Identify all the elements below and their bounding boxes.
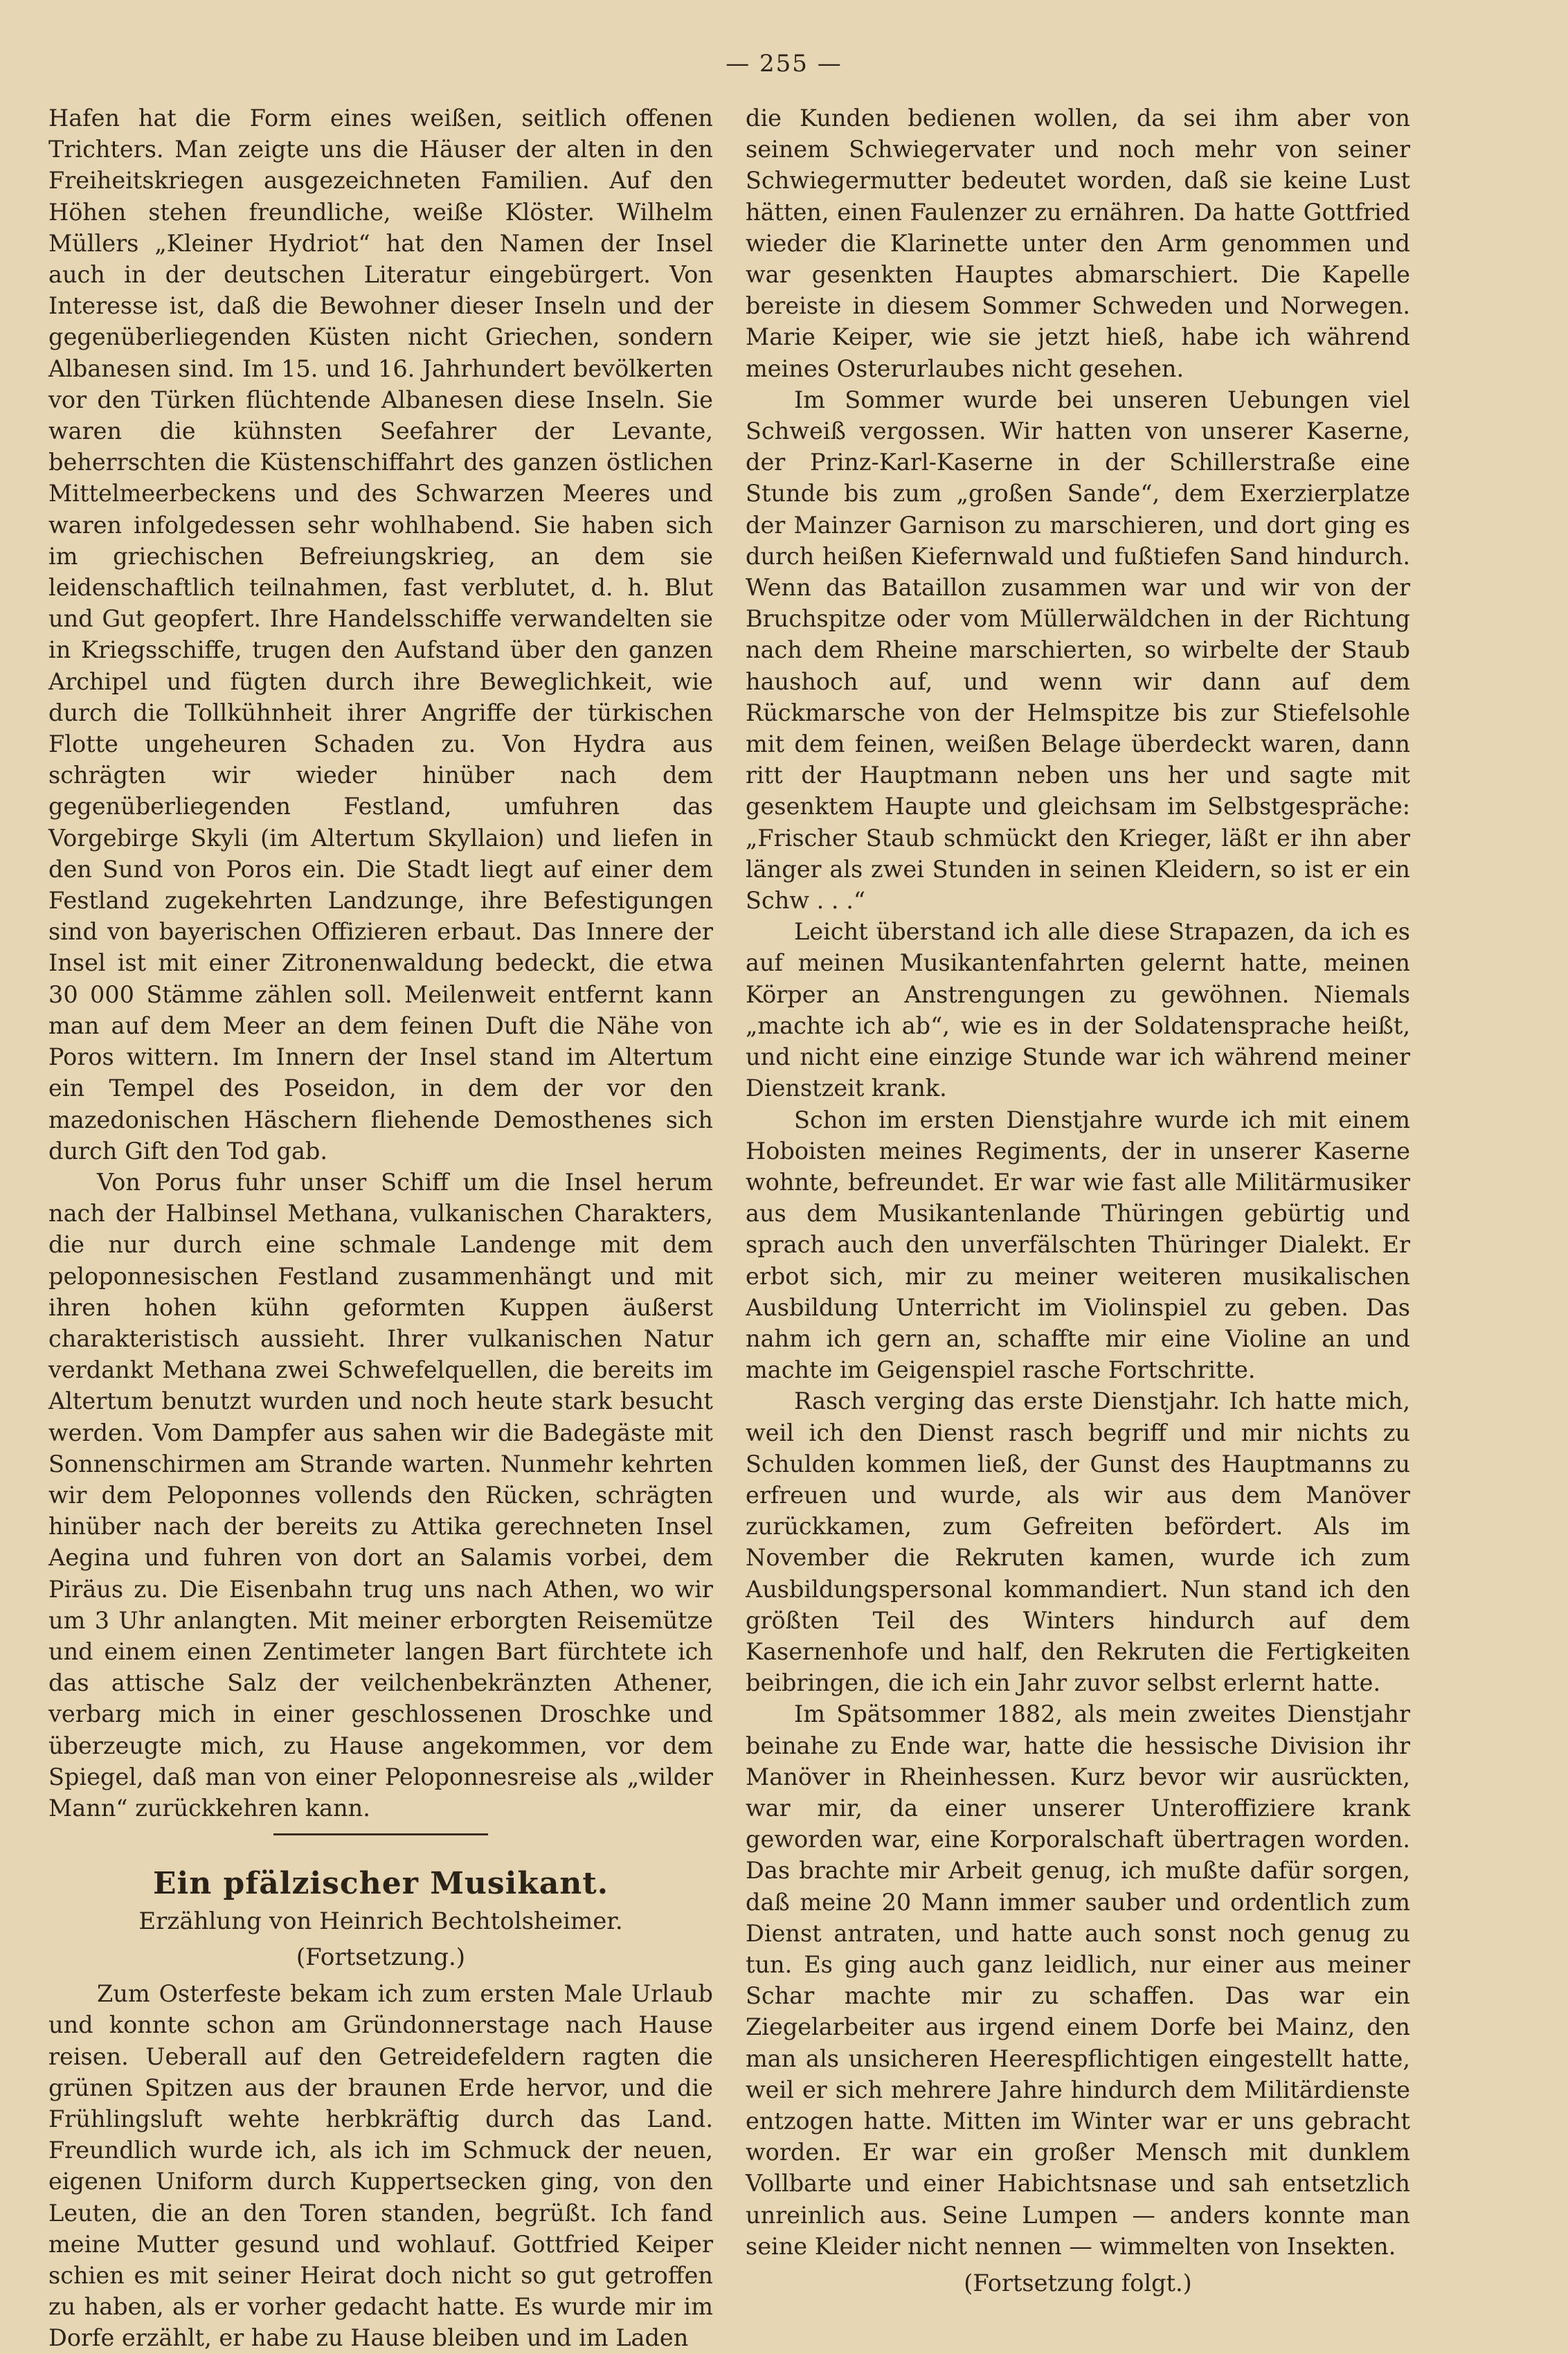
paragraph: Hafen hat die Form eines weißen, seitlich offenen Trichters. Man zeigte uns die Häuser der alten in den Freiheitskriegen ausgezeichneten Familien. Auf den Höhen stehen freundliche, weiße Klöster. Wilhelm Müllers „Kleiner Hydriot“ hat den Namen der Insel auch in der deutschen Literatur eingebürgert. Von Interesse ist, daß die Bewohner dieser Inseln und der gegenüberliegenden Küsten nicht Griechen, sondern Albanesen sind. Im 15. und 16. Jahrhundert bevölkerten vor den Türken flüchtende Albanesen diese Inseln. Sie waren die kühnsten Seefahrer der Levante, beherrschten die Küstenschiffahrt des ganzen östlichen Mittelmeerbeckens und des Schwarzen Meeres und waren infolgedessen sehr wohlhabend. Sie haben sich im griechischen Befreiungskrieg, an dem sie leidenschaftlich teilnahmen, fast verblutet, d. h. Blut und Gut geopfert. Ihre Handelsschiffe verwandelten sie in Kriegsschiffe, trugen den Aufstand über den ganzen Archipel und fügten durch ihre Beweglichkeit, wie durch die Tollkühnheit ihrer Angriffe der türkischen Flotte ungeheuren Schaden zu. Von Hydra aus schrägten wir wieder hinüber nach dem gegenüberliegenden Festland, umfuhren das Vorgebirge Skyli (im Altertum Skyllaion) und liefen in den Sund von Poros ein. Die Stadt liegt auf einer dem Festland zugekehrten Landzunge, ihre Befestigungen sind von bayerischen Offizieren erbaut. Das Innere der Insel ist mit einer Zitronenwaldung bedeckt, die etwa 30 000 Stämme zählen soll. Meilenweit entfernt kann man auf dem Meer an dem feinen Duft die Nähe von Poros wittern. Im Innern der Insel stand im Altertum ein Tempel des Poseidon, in dem der vor den mazedonischen Häschern fliehende Demosthenes sich durch Gift den Tod gab. — [48, 105, 713, 1165]
story-subtitle: Erzählung von Heinrich Bechtolsheimer. — [138, 1907, 623, 1936]
to-be-continued: (Fortsetzung folgt.) — [964, 2270, 1192, 2297]
paragraph: Rasch verging das erste Dienstjahr. Ich hatte mich, weil ich den Dienst rasch begriff und mir nichts zu Schulden kommen ließ, der Gunst des Hauptmanns zu erfreuen und wurde, als wir aus dem Manöver zurückkamen, zum Gefreiten befördert. Als im November die Rekruten kamen, wurde ich zum Ausbildungspersonal kommandiert. Nun stand ich den größten Teil des Winters hindurch auf dem Kasernenhofe und half, den Rekruten die Fertigkeiten beibringen, die ich ein Jahr zuvor selbst erlernt hatte. — [746, 1387, 1410, 1697]
left-column — [48, 102, 713, 2354]
paragraph: Im Spätsommer 1882, als mein zweites Dienstjahr beinahe zu Ende war, hatte die hessische Division ihr Manöver in Rheinhessen. Kurz bevor wir ausrückten, war mir, da einer unserer Unteroffiziere krank geworden war, eine Korporalschaft übertragen worden. Das brachte mir Arbeit genug, ich mußte dafür sorgen, daß meine 20 Mann immer sauber und ordentlich zum Dienst antraten, und hatte auch sonst noch genug zu tun. Es ging auch ganz leidlich, nur einer aus meiner Schar machte mir zu schaffen. Das war ein Ziegelarbeiter aus irgend einem Dorfe bei Mainz, den man als unsicheren Heerespflichtigen eingestellt hatte, weil er sich mehrere Jahre hindurch dem Militärdienste entzogen hatte. Mitten im Winter war er uns gebracht worden. Er war ein großer Mensch mit dunklem Vollbarte und einer Habichtsnase und sah entsetzlich unreinlich aus. Seine Lumpen — anders konnte man seine Kleider nicht nennen — wimmelten von Insekten. — [746, 1700, 1410, 2260]
paragraph: Zum Osterfeste bekam ich zum ersten Male Urlaub und konnte schon am Gründonnerstage nach Hause reisen. Ueberall auf den Getreidefeldern ragten die grünen Spitzen aus der braunen Erde hervor, und die Frühlingsluft wehte herbkräftig durch das Land. Freundlich wurde ich, als ich im Schmuck der neuen, eigenen Uniform durch Kuppertsecken ging, von den Leuten, die an den Toren standen, begrüßt. Ich fand meine Mutter gesund und wohlauf. Gottfried Keiper schien es mit seiner Heirat doch nicht so gut getroffen zu haben, als er vorher gedacht hatte. Es wurde mir im Dorfe erzählt, er habe zu Hause bleiben und im Laden — [48, 1980, 713, 2352]
continuation-note: (Fortsetzung.) — [296, 1943, 466, 1972]
paragraph: Schon im ersten Dienstjahre wurde ich mit einem Hoboisten meines Regiments, der in unserer Kaserne wohnte, befreundet. Er war wie fast alle Militärmusiker aus dem Musikantenlande Thüringen gebürtig und sprach auch den unverfälschten Thüringer Dialekt. Er erbot sich, mir zu meiner weiteren musikalischen Ausbildung Unterricht im Violinspiel zu geben. Das nahm ich gern an, schaffte mir eine Violine an und machte im Geigenspiel rasche Fortschritte. — [746, 1106, 1410, 1384]
story-title: Ein pfälzischer Musikant. — [152, 1866, 609, 1902]
section-divider — [273, 1833, 488, 1835]
paragraph: Von Porus fuhr unser Schiff um die Insel herum nach der Halbinsel Methana, vulkanischen Charakters, die nur durch eine schmale Landenge mit dem peloponnesischen Festland zusammenhängt und mit ihren hohen kühn geformten Kuppen äußerst charakteristisch aussieht. Ihrer vulkanischen Natur verdankt Methana zwei Schwefelquellen, die bereits im Altertum benutzt wurden und noch heute stark besucht werden. Vom Dampfer aus sahen wir die Badegäste mit Sonnenschirmen am Strande warten. Nunmehr kehrten wir dem Peloponnes vollends den Rücken, schrägten hinüber nach der bereits zu Attika gerechneten Insel Aegina und fuhren von dort an Salamis vorbei, dem Piräus zu. Die Eisenbahn trug uns nach Athen, wo wir um 3 Uhr anlangten. Mit meiner erborgten Reisemütze und einem einen Zentimeter langen Bart fürchtete ich das attische Salz der veilchenbekränzten Athener, verbarg mich in einer geschlossenen Droschke und überzeugte mich, zu Hause angekommen, vor dem Spiegel, daß man von einer Peloponnesreise als „wilder Mann“ zurückkehren kann. — [48, 1168, 713, 1822]
right-column — [746, 102, 1410, 2299]
paragraph: Im Sommer wurde bei unseren Uebungen viel Schweiß vergossen. Wir hatten von unserer Kaserne, der Prinz-Karl-Kaserne in der Schillerstraße eine Stunde bis zum „großen Sande“, dem Exerzierplatze der Mainzer Garnison zu marschieren, und dort ging es durch heißen Kiefernwald und fußtiefen Sand hindurch. Wenn das Bataillon zusammen war und wir von der Bruchspitze oder vom Müllerwäldchen in der Richtung nach dem Rheine marschierten, so wirbelte der Staub haushoch auf, und wenn wir dann auf dem Rückmarsche von der Helmspitze bis zur Stiefelsohle mit dem feinen, weißen Belage überdeckt waren, dann ritt der Hauptmann neben uns her und sagte mit gesenktem Haupte und gleichsam im Selbstgespräche: „Frischer Staub schmückt den Krieger, läßt er ihn aber länger als zwei Stunden in seinen Kleidern, so ist er ein Schw . . .“ — [746, 386, 1410, 915]
paragraph: Leicht überstand ich alle diese Strapazen, da ich es auf meinen Musikantenfahrten gelernt hatte, meinen Körper an Anstrengungen zu gewöhnen. Niemals „machte ich ab“, wie es in der Soldatensprache heißt, und nicht eine einzige Stunde war ich während meiner Dienstzeit krank. — [746, 918, 1410, 1102]
paragraph: die Kunden bedienen wollen, da sei ihm aber von seinem Schwiegervater und noch mehr von seiner Schwiegermutter bedeutet worden, daß sie keine Lust hätten, einen Faulenzer zu ernähren. Da hatte Gottfried wieder die Klarinette unter den Arm genommen und war gesenkten Hauptes abmarschiert. Die Kapelle bereiste in diesem Sommer Schweden und Norwegen. Marie Keiper, wie sie jetzt hieß, habe ich während meines Osterurlaubes nicht gesehen. — [746, 105, 1410, 382]
page-number: — 255 — — [726, 50, 842, 78]
